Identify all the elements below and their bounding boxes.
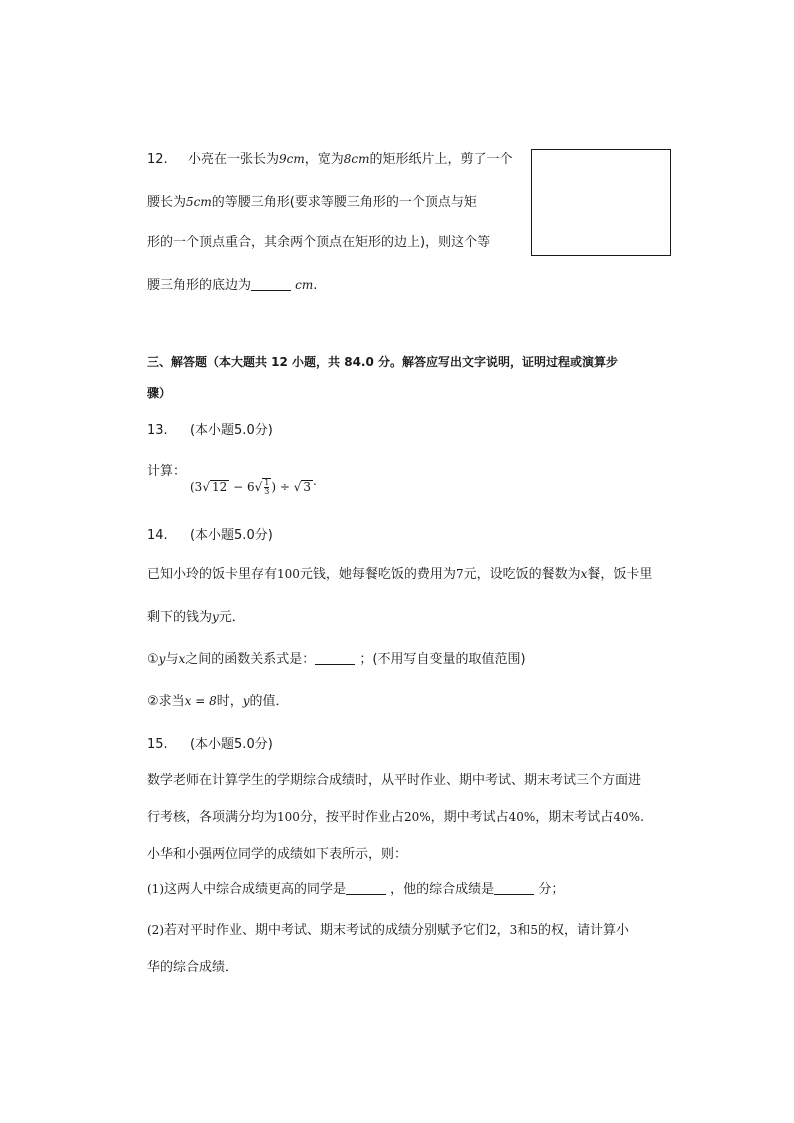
answer-blank[interactable] bbox=[315, 652, 355, 665]
section3-heading-cont: 骤） bbox=[147, 386, 172, 400]
q13-expression: (3√ 12 − 6√ $\frac{1}{3}$ ) ÷ √ 3 . bbox=[190, 474, 317, 496]
radical-sign: √ bbox=[202, 480, 210, 494]
rectangle-figure bbox=[531, 149, 671, 256]
q15-score: (本小题5.0分) bbox=[189, 737, 273, 752]
q14-score: (本小题5.0分) bbox=[189, 528, 273, 543]
q14-line1: 已知小玲的饭卡里存有100元钱，她每餐吃饭的费用为7元，设吃饭的餐数为x餐，饭卡里 bbox=[147, 567, 653, 582]
q12-line1: 12. 小亮在一张长为9cm，宽为8cm的矩形纸片上，剪了一个 bbox=[147, 152, 513, 167]
fraction: $\frac{1}{3}$ bbox=[264, 478, 270, 496]
q15-header bbox=[147, 733, 273, 752]
radical-sign: √ bbox=[293, 480, 302, 494]
q14-part1: ①y与x之间的函数关系式是： ；(不用写自变量的取值范围) bbox=[147, 652, 526, 667]
q13-score: (本小题5.0分) bbox=[189, 423, 273, 438]
answer-blank[interactable] bbox=[346, 882, 386, 895]
q15-line1: 数学老师在计算学生的学期综合成绩时，从平时作业、期中考试、期末考试三个方面进 bbox=[147, 773, 642, 788]
q14-line2: 剩下的钱为y元． bbox=[147, 610, 245, 625]
q12-line2: 腰长为5cm的等腰三角形(要求等腰三角形的一个顶点与矩 bbox=[147, 195, 477, 210]
q15-line3: 小华和小强两位同学的成绩如下表所示，则： bbox=[147, 847, 408, 862]
q12-number: 12. bbox=[147, 152, 168, 167]
q15-number: 15. bbox=[147, 737, 168, 752]
section3-heading: 三、解答题（本大题共 12 小题，共 84.0 分。解答应写出文字说明，证明过程或演算步 bbox=[147, 355, 619, 369]
radical-sign: √ bbox=[254, 480, 263, 494]
q15-part2: (2)若对平时作业、期中考试、期末考试的成绩分别赋予它们2，3和5的权，请计算小 bbox=[147, 923, 629, 938]
q14-header bbox=[147, 524, 273, 543]
q15-line2: 行考核，各项满分均为100分，按平时作业占20%，期中考试占40%，期末考试占40%. bbox=[147, 810, 645, 825]
answer-blank[interactable] bbox=[251, 278, 291, 291]
q14-part2: ②求当x = 8时，y的值． bbox=[147, 694, 289, 709]
q14-number: 14. bbox=[147, 528, 168, 543]
q13-label: 计算： bbox=[147, 464, 187, 479]
q15-part2-cont: 华的综合成绩． bbox=[147, 960, 239, 975]
q12-line3: 形的一个顶点重合，其余两个顶点在矩形的边上)，则这个等 bbox=[147, 235, 491, 250]
q13-number: 13. bbox=[147, 423, 168, 438]
q15-part1: (1)这两人中综合成绩更高的同学是 ，他的综合成绩是 分； bbox=[147, 882, 565, 897]
answer-blank[interactable] bbox=[494, 882, 534, 895]
q13-header bbox=[147, 419, 273, 438]
q12-line4: 腰三角形的底边为 cm. bbox=[147, 278, 318, 293]
